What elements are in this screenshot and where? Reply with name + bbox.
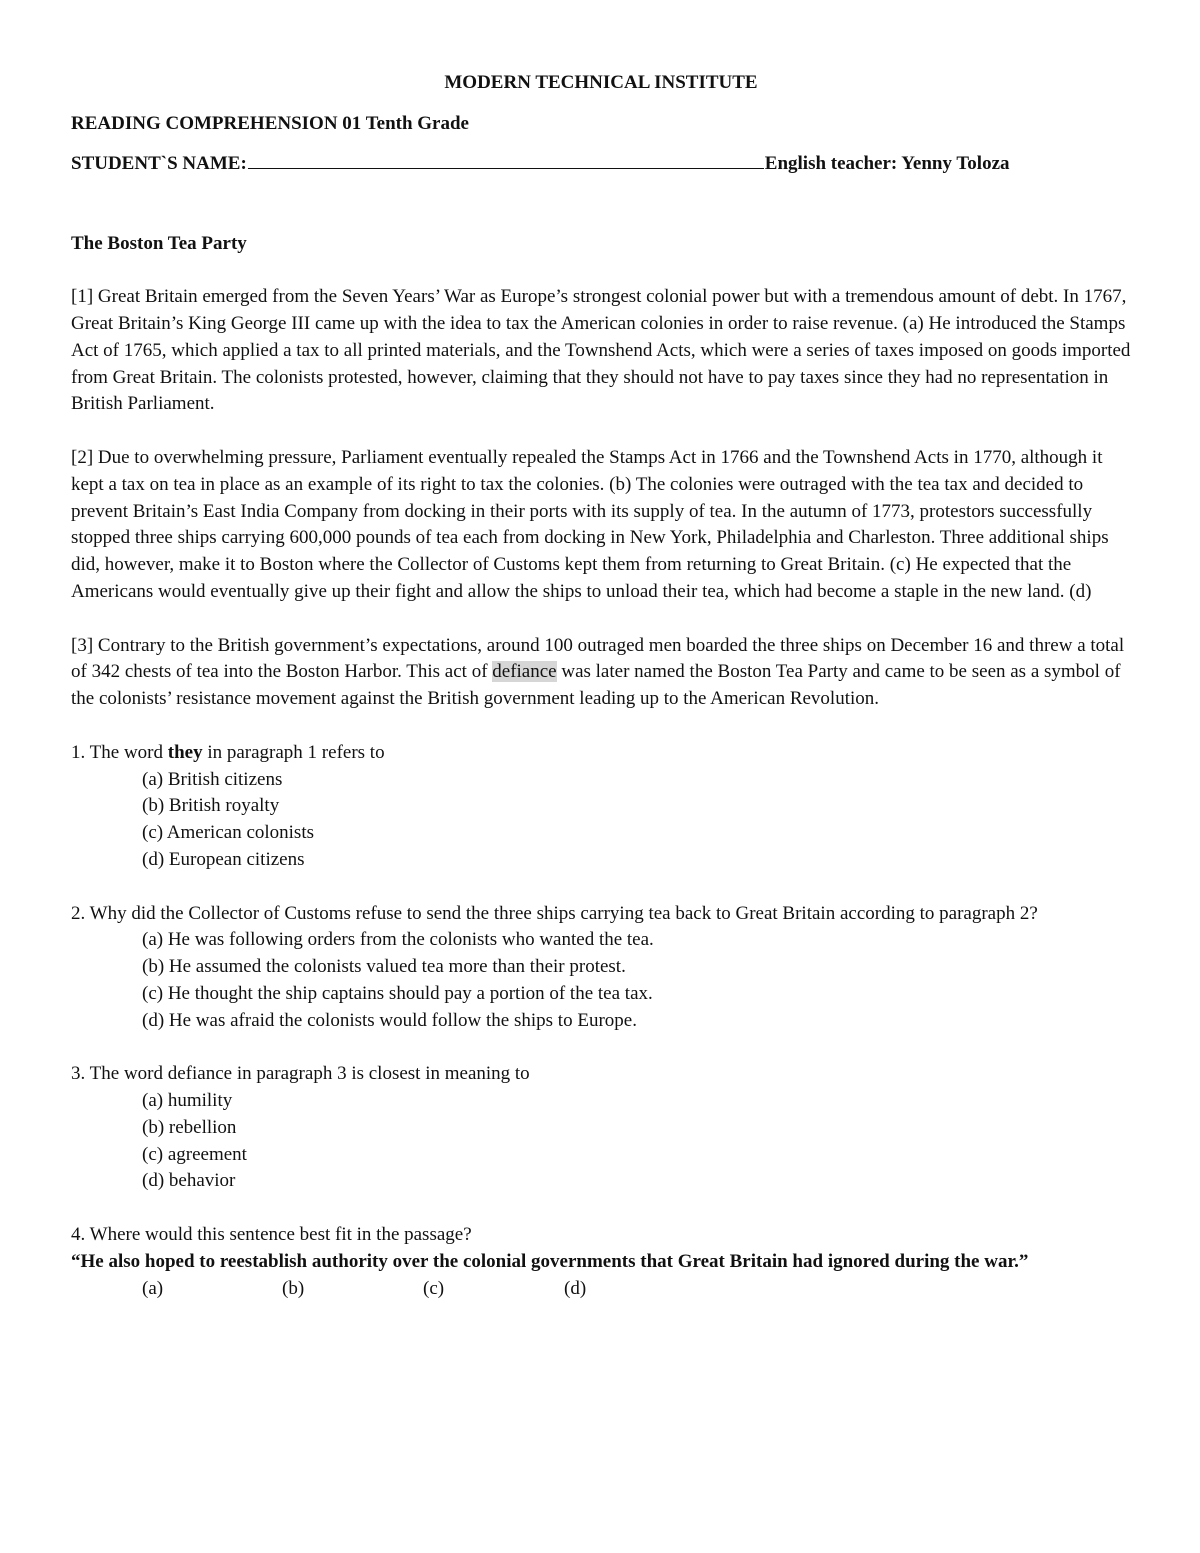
question-text: 1. The word (71, 741, 168, 763)
answer-option[interactable]: (d) European citizens (142, 848, 305, 870)
paragraph-number: [3] (71, 634, 94, 656)
insertion-marker-c: (c) (889, 554, 911, 576)
question-keyword: they (167, 741, 203, 763)
passage-title: The Boston Tea Party (71, 233, 247, 255)
paragraph-text: was later named the Boston Tea Party and came to be seen as a symbol of the colonists’ resistance movement against the British government leading up to the American Revolution. (71, 661, 1121, 710)
answer-option[interactable]: (b) (282, 1277, 305, 1299)
paragraph-text: He expected that the Americans would eventually give up their fight and allow the ships to unload their tea, which had become a staple in the new land. (71, 554, 1072, 602)
paragraph-text: had no representation in British Parliament. (71, 366, 1109, 415)
answer-option[interactable]: (d) (564, 1277, 587, 1299)
answer-option[interactable]: (b) British royalty (142, 795, 280, 817)
paragraph-3 (71, 633, 1131, 713)
answer-option[interactable]: (d) He was afraid the colonists would follow the ships to Europe. (142, 1009, 637, 1031)
answer-option[interactable]: (a) British citizens (142, 768, 283, 790)
answer-option[interactable]: (a) He was following orders from the colonists who wanted the tea. (142, 929, 654, 951)
student-name-blank[interactable] (248, 150, 764, 169)
answer-option[interactable]: (d) behavior (142, 1170, 236, 1192)
answer-option[interactable]: (c) He thought the ship captains should pay a portion of the tea tax. (142, 982, 653, 1004)
subject-title: READING COMPREHENSION 01 Tenth Grade (71, 112, 469, 134)
answer-option[interactable]: (a) (142, 1277, 164, 1299)
answer-option[interactable]: (b) rebellion (142, 1116, 237, 1138)
answer-options-row (71, 1276, 1131, 1303)
paragraph-text: Great Britain emerged from the Seven Years’ War as Europe’s strongest colonial power but with a tremendous amount of debt. In 1767, Great Britain’s King George III came up with the idea to tax the American colonies in order to raise revenue. (71, 286, 1127, 334)
insertion-marker-d: (d) (1069, 580, 1092, 602)
institution-name: MODERN TECHNICAL INSTITUTE (444, 72, 758, 93)
student-name-line (71, 150, 1131, 178)
paragraph-number: [1] (71, 286, 94, 308)
question-stem (71, 740, 1131, 767)
question-3 (71, 1061, 1131, 1195)
referent-word-they: they (887, 366, 921, 388)
answer-option[interactable]: (c) agreement (142, 1143, 247, 1165)
question-stem: 3. The word defiance in paragraph 3 is closest in meaning to (71, 1063, 530, 1085)
answer-option[interactable]: (c) American colonists (142, 822, 315, 844)
paragraph-text: The colonies were outraged with the tea tax and decided to prevent Britain’s East India Company from docking in their ports with its supply of tea. In the autumn of 1773, protestors successfully stopped three ships carrying 600,000 pounds of tea each from docking in New York, Philadelphia and Charleston. Three additional ships did, however, make it to Boston where the Collector of Customs kept them from returning to Great Britain. (71, 473, 1109, 576)
paragraph-2 (71, 445, 1131, 606)
insertion-marker-b: (b) (609, 473, 632, 495)
paragraph-text: Due to overwhelming pressure, Parliament eventually repealed the Stamps Act in 1766 and the Townshend Acts in 1770, although it kept a tax on tea in place as an example of its right to tax the colonies. (71, 446, 1103, 495)
paragraph-text: Contrary to the British government’s expectations, around 100 outraged men boarded the three ships on December 16 and threw a total of 342 chests of tea into the Boston Harbor. This act of (71, 634, 1125, 683)
question-stem: 2. Why did the Collector of Customs refuse to send the three ships carrying tea back to Great Britain according to paragraph 2? (71, 902, 1038, 924)
question-text: in paragraph 1 refers to (202, 741, 385, 763)
question-stem: 4. Where would this sentence best fit in the passage? (71, 1224, 472, 1246)
insertion-sentence: “He also hoped to reestablish authority over the colonial governments that Great Britain had ignored during the war.” (71, 1250, 1029, 1272)
question-4 (71, 1222, 1131, 1302)
insertion-marker-a: (a) (902, 312, 924, 334)
paragraph-1 (71, 284, 1131, 418)
paragraph-text: He introduced the Stamps Act of 1765, which applied a tax to all printed materials, and the Townshend Acts, which were a series of taxes imposed on goods imported from Great Britain. The colonists protested, however, claiming that they should not have to pay taxes since (71, 312, 1131, 388)
student-name-label: STUDENT`S NAME: (71, 152, 247, 174)
teacher-name: English teacher: Yenny Toloza (764, 152, 1010, 174)
answer-option[interactable]: (a) humility (142, 1090, 233, 1112)
question-2 (71, 901, 1131, 1035)
answer-option[interactable]: (b) He assumed the colonists valued tea more than their protest. (142, 956, 626, 978)
highlighted-word-defiance: defiance (492, 661, 557, 683)
worksheet-content (71, 70, 1131, 1329)
question-1 (71, 740, 1131, 874)
paragraph-number: [2] (71, 446, 94, 468)
answer-option[interactable]: (c) (423, 1277, 445, 1299)
